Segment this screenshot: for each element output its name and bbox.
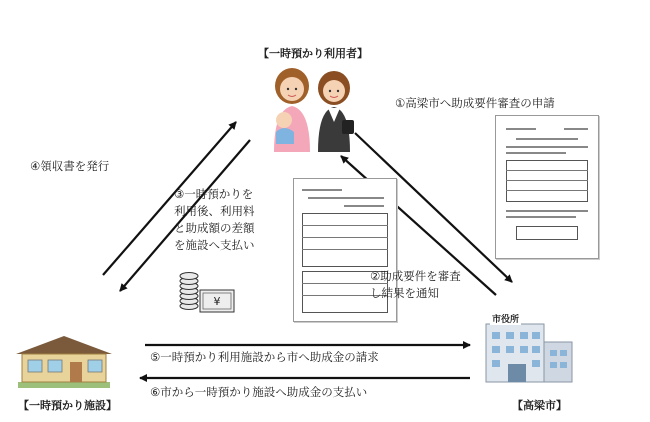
city-hall-building-icon <box>478 312 578 384</box>
step6-text: ⑥市から一時預かり施設へ助成金の支払い <box>150 385 368 399</box>
step2-text: ②助成要件を審査 し結果を通知 <box>370 269 461 300</box>
facility-label: 【一時預かり施設】 <box>18 399 117 412</box>
step1-text: ①高梁市へ助成要件審査の申請 <box>395 96 555 110</box>
step4-text: ④領収書を発行 <box>30 159 110 173</box>
step3-text: ③一時預かりを 利用後、利用料 と助成額の差額 を施設へ支払い <box>174 187 255 252</box>
parents-with-baby-icon <box>262 62 362 152</box>
application-form-document <box>495 115 599 259</box>
childcare-facility-building-icon <box>14 330 114 390</box>
yen-symbol: ¥ <box>213 295 221 308</box>
yen-banknote-coins-icon <box>178 270 236 316</box>
city-hall-sign: 市役所 <box>490 312 521 325</box>
city-label: 【高梁市】 <box>512 399 567 412</box>
step5-text: ⑤一時預かり利用施設から市へ助成金の請求 <box>150 350 379 364</box>
user-label: 【一時預かり利用者】 <box>258 47 368 60</box>
